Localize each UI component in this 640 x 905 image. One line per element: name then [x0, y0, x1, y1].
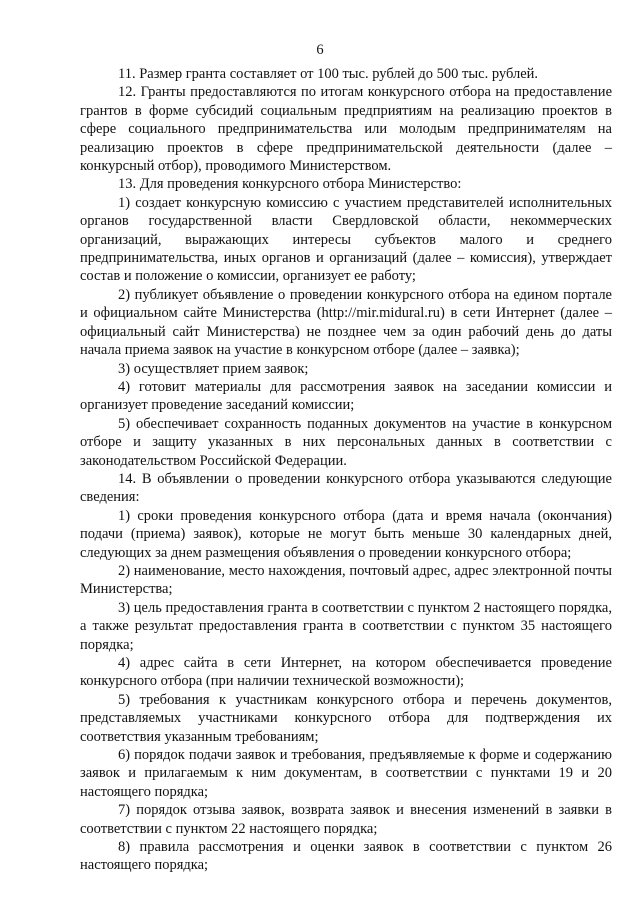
paragraph-14-item-7: 7) порядок отзыва заявок, возврата заявок и внесения изменений в заявки в соответствии с пунктом 22 настоящего порядка; — [80, 802, 612, 837]
paragraph-13-item-4: 4) готовит материалы для рассмотрения заявок на заседании комиссии и организует проведение заседаний комиссии; — [80, 378, 612, 414]
paragraph-13-item-2: 2) публикует объявление о проведении конкурсного отбора на едином портале и официальном сайте Министерства (http://mir.midural.ru) в сети Интернет (далее – официальный сайт Министерства) не позднее чем за один рабочий день до даты начала приема заявок на участие в конкурсном отборе (далее – заявка); — [80, 286, 612, 359]
paragraph-14-item-4: 4) адрес сайта в сети Интернет, на котором обеспечивается проведение конкурсного отбора (при наличии технической возможности); — [80, 655, 612, 690]
paragraph-14-item-8: 8) правила рассмотрения и оценки заявок в соответствии с пунктом 26 настоящего порядка; — [80, 839, 612, 874]
paragraph-13-item-1: 1) создает конкурсную комиссию с участием представителей исполнительных органов государственной власти Свердловской области, некоммерческих организаций, выражающих интересы субъектов малого и среднего предпринимательства, иных органов и организаций (далее – комиссия), утверждает состав и положение о комиссии, организует ее работу; — [80, 194, 612, 285]
paragraph-13-item-5: 5) обеспечивает сохранность поданных документов на участие в конкурсном отборе и защиту указанных в них персональных данных в соответствии с законодательством Российской Федерации. — [80, 415, 612, 469]
paragraph-12: 12. Гранты предоставляются по итогам конкурсного отбора на предоставление грантов в форме субсидий социальным предприятиям на реализацию проектов в сфере социального предпринимательства или молодым предпринимателям на реализацию проектов в сфере предпринимательской деятельности (далее – конкурсный отбор), проводимого Министерством. — [80, 84, 612, 175]
paragraph-14-item-3: 3) цель предоставления гранта в соответствии с пунктом 2 настоящего порядка, а также результат предоставления гранта в соответствии с пунктом 35 настоящего порядка; — [80, 599, 612, 653]
paragraph-14-item-2: 2) наименование, место нахождения, почтовый адрес, адрес электронной почты Министерства; — [80, 562, 612, 598]
paragraph-13-item-3: 3) осуществляет прием заявок; — [118, 360, 309, 377]
paragraph-14-item-5: 5) требования к участникам конкурсного отбора и перечень документов, представляемых участниками конкурсного отбора для подтверждения их соответствия указанным требованиям; — [80, 691, 612, 745]
paragraph-14-item-6: 6) порядок подачи заявок и требования, предъявляемые к форме и содержанию заявок и прилагаемым к ним документам, в соответствии с пунктами 19 и 20 настоящего порядка; — [80, 747, 612, 800]
paragraph-13: 13. Для проведения конкурсного отбора Министерство: — [118, 176, 462, 193]
document-body — [80, 65, 612, 875]
page-number: 6 — [316, 42, 324, 58]
paragraph-14: 14. В объявлении о проведении конкурсного отбора указываются следующие сведения: — [80, 470, 612, 506]
paragraph-14-item-1: 1) сроки проведения конкурсного отбора (дата и время начала (окончания) подачи (приема) заявок), которые не могут быть меньше 30 календарных дней, следующих за днем размещения объявления о проведении конкурсного отбора; — [80, 507, 612, 561]
paragraph-11: 11. Размер гранта составляет от 100 тыс. рублей до 500 тыс. рублей. — [118, 66, 539, 82]
